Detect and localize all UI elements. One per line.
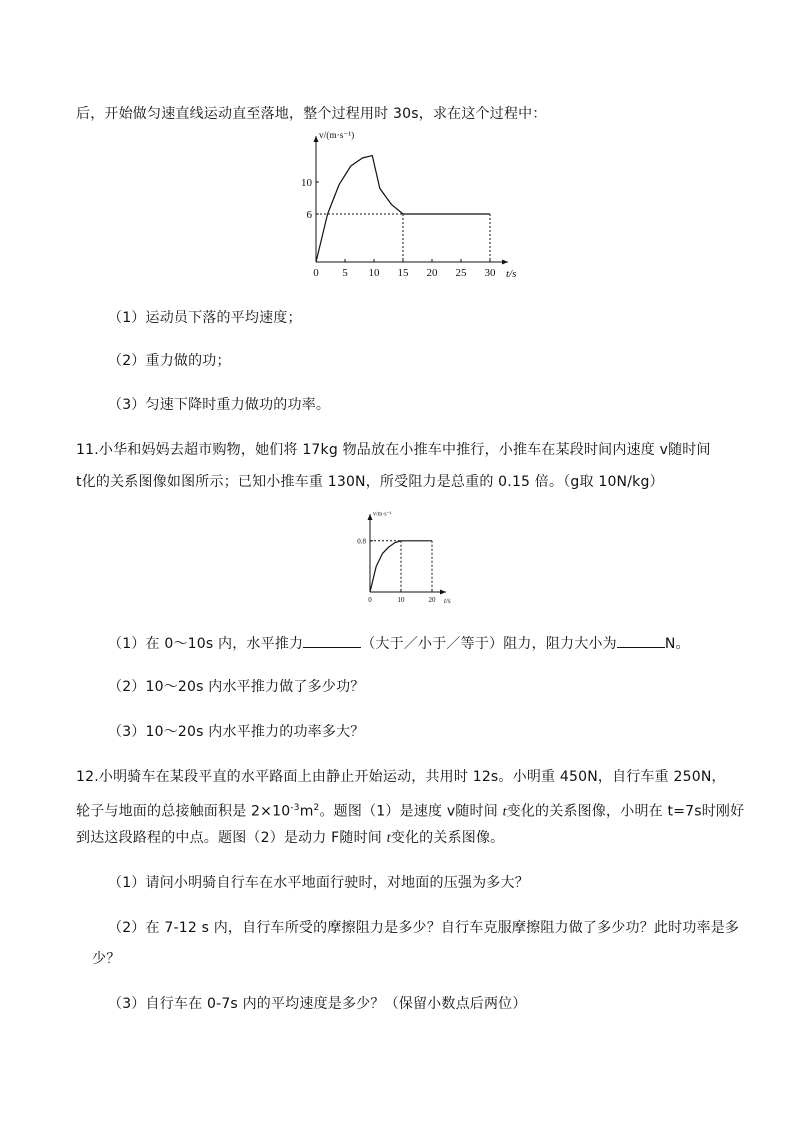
- velocity-time-chart-2: [356, 513, 466, 605]
- q12-stem-line-2: [76, 798, 744, 823]
- y-axis-arrow: [314, 136, 319, 142]
- x-axis-label: t/s: [506, 268, 517, 280]
- q11-stem-line-2: t化的关系图像如图所示；已知小推车重 130N，所受阻力是总重的 0.15 倍。（g取 10N/kg）: [76, 474, 664, 490]
- y-tick-label: 6: [306, 208, 312, 221]
- x-axis-arrow: [502, 260, 508, 265]
- x-tick-label: 10: [368, 267, 380, 279]
- q11-part-1-text-a: （1）在 0～10s 内，水平推力: [108, 636, 304, 652]
- q10-part-1: （1）运动员下落的平均速度；: [108, 310, 302, 326]
- q11-part-2: （2）10～20s 内水平推力做了多少功？: [108, 679, 365, 695]
- x-tick-label: 20: [426, 267, 438, 279]
- y-tick-label: 10: [301, 176, 312, 189]
- y-axis-label: v/(m·s⁻¹): [319, 131, 355, 142]
- velocity-time-chart-1: [292, 131, 532, 282]
- q12-line2-c: 。题图（1）是速度 v随时间: [319, 803, 503, 820]
- q10-part-2: （2）重力做的功；: [108, 353, 231, 369]
- q12-stem-line-3: [76, 828, 504, 849]
- y-tick-label: 0.8: [357, 537, 366, 546]
- q12-part-2-line-2: 少？: [92, 951, 121, 967]
- q12-line2-a: 轮子与地面的总接触面积是 2×10: [76, 803, 291, 820]
- q12-line3-b: 变化的关系图像。: [390, 830, 505, 846]
- q10-part-3: （3）匀速下降时重力做功的功率。: [108, 397, 331, 413]
- x-axis-arrow: [440, 590, 446, 595]
- answer-blank-1[interactable]: [303, 633, 361, 648]
- q12-line2-exponent: -3: [290, 803, 300, 813]
- y-axis-label: v/m·s⁻¹: [373, 511, 392, 518]
- x-tick-label: 0: [368, 596, 372, 604]
- q12-stem-line-1: 12.小明骑车在某段平直的水平路面上由静止开始运动，共用时 12s。小明重 450N，自行车重 250N，: [76, 769, 726, 785]
- x-tick-label: 25: [455, 267, 467, 279]
- q11-part-3: （3）10～20s 内水平推力的功率多大？: [108, 724, 365, 740]
- q12-line2-t: t: [502, 804, 507, 820]
- q11-part-1: [108, 633, 690, 654]
- q12-line3-a: 到达这段路程的中点。题图（2）是动力 F随时间: [76, 830, 387, 846]
- answer-blank-2[interactable]: [617, 633, 665, 648]
- q12-part-1: （1）请问小明骑自行车在水平地面行驶时，对地面的压强为多大？: [108, 875, 529, 891]
- q11-part-1-text-b: （大于／小于／等于）阻力，阻力大小为: [361, 636, 617, 652]
- y-axis-arrow: [368, 514, 373, 520]
- x-axis-label: t/s: [444, 597, 451, 605]
- q12-line2-b: m: [299, 803, 314, 820]
- x-tick-label: 20: [428, 596, 436, 604]
- q12-part-2-line-1: （2）在 7-12 s 内，自行车所受的摩擦阻力是多少？自行车克服摩擦阻力做了多少功？此时功率是多: [108, 920, 740, 936]
- q12-line3-t: t: [386, 831, 391, 846]
- q12-line2-d: 变化的关系图像，小明在 t=7s时刚好: [506, 803, 745, 820]
- x-tick-label: 30: [484, 267, 496, 279]
- x-tick-label: 15: [397, 267, 409, 279]
- q11-part-1-text-c: N。: [664, 636, 690, 652]
- x-tick-label: 0: [313, 267, 319, 279]
- q12-line2-square: 2: [313, 803, 320, 813]
- x-tick-label: 10: [397, 596, 405, 604]
- q11-stem-line-1: 11.小华和妈妈去超市购物，她们将 17kg 物品放在小推车中推行，小推车在某段时间内速度 v随时间: [76, 442, 711, 458]
- q12-part-3: （3）自行车在 0-7s 内的平均速度是多少？（保留小数点后两位）: [108, 996, 527, 1012]
- intro-line: 后，开始做匀速直线运动直至落地，整个过程用时 30s，求在这个过程中：: [76, 106, 547, 122]
- x-tick-label: 5: [342, 267, 348, 279]
